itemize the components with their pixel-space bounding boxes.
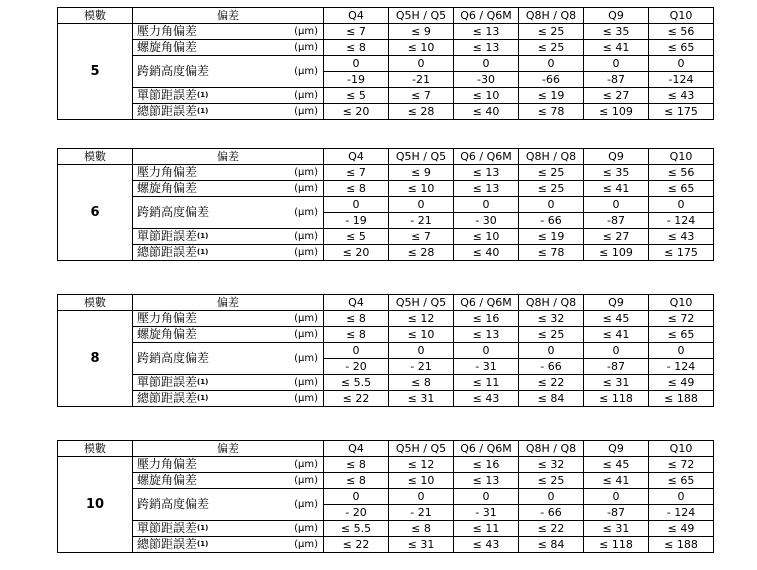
table-row: [58, 375, 714, 391]
module-header: 模數: [58, 149, 133, 165]
table-row: [58, 521, 714, 537]
grade-header: Q10: [649, 295, 714, 311]
deviation-header: 偏差: [133, 149, 324, 165]
row-label-text: 螺旋角偏差: [137, 473, 198, 487]
value-cell: ≤ 41: [584, 40, 649, 56]
unit-label: (μm): [286, 104, 324, 120]
deviation-header: 偏差: [133, 8, 324, 24]
value-cell: ≤ 41: [584, 181, 649, 197]
value-cell: ≤ 175: [649, 104, 714, 120]
unit-label: (μm): [286, 473, 324, 489]
table-row: [58, 327, 714, 343]
unit-label: (μm): [286, 391, 324, 407]
tolerance-table-module-8: [57, 294, 714, 407]
unit-label: (μm): [286, 489, 324, 521]
value-cell: - 21: [389, 213, 454, 229]
grade-header: Q4: [324, 441, 389, 457]
table-row: [58, 181, 714, 197]
value-cell: -19: [324, 72, 389, 88]
grade-header: Q4: [324, 149, 389, 165]
value-cell: ≤ 32: [519, 311, 584, 327]
unit-label: (μm): [286, 88, 324, 104]
row-label-single-pitch: [133, 229, 286, 245]
grade-header: Q10: [649, 149, 714, 165]
value-cell: 0: [324, 197, 389, 213]
value-cell: ≤ 10: [454, 229, 519, 245]
table-row: [58, 56, 714, 72]
value-cell: -124: [649, 72, 714, 88]
value-cell: ≤ 8: [324, 457, 389, 473]
value-cell: ≤ 43: [454, 537, 519, 553]
value-cell: ≤ 78: [519, 245, 584, 261]
value-cell: 0: [519, 489, 584, 505]
value-cell: ≤ 43: [649, 229, 714, 245]
value-cell: ≤ 41: [584, 473, 649, 489]
grade-header: Q10: [649, 8, 714, 24]
footnote-mark: (1): [197, 107, 209, 115]
value-cell: 0: [584, 56, 649, 72]
value-cell: 0: [324, 56, 389, 72]
grade-header: Q4: [324, 8, 389, 24]
row-label-text: 總節距誤差: [137, 537, 198, 551]
value-cell: 0: [389, 489, 454, 505]
value-cell: ≤ 8: [324, 40, 389, 56]
value-cell: ≤ 40: [454, 245, 519, 261]
value-cell: ≤ 10: [389, 40, 454, 56]
unit-label: (μm): [286, 343, 324, 375]
value-cell: 0: [454, 197, 519, 213]
value-cell: ≤ 65: [649, 40, 714, 56]
unit-label: (μm): [286, 165, 324, 181]
table-row: [58, 88, 714, 104]
row-label-text: 螺旋角偏差: [137, 40, 198, 54]
value-cell: ≤ 13: [454, 40, 519, 56]
unit-label: (μm): [286, 521, 324, 537]
value-cell: ≤ 31: [389, 537, 454, 553]
row-label-helix-angle: [133, 327, 286, 343]
value-cell: ≤ 13: [454, 327, 519, 343]
value-cell: ≤ 16: [454, 311, 519, 327]
value-cell: 0: [454, 343, 519, 359]
row-label-text: 跨銷高度偏差: [137, 64, 210, 78]
row-label-pressure-angle: [133, 24, 286, 40]
value-cell: ≤ 41: [584, 327, 649, 343]
value-cell: ≤ 32: [519, 457, 584, 473]
module-header: 模數: [58, 295, 133, 311]
row-label-total-pitch: [133, 104, 286, 120]
value-cell: ≤ 43: [649, 88, 714, 104]
tolerance-table-module-10: [57, 440, 714, 553]
unit-label: (μm): [286, 181, 324, 197]
value-cell: ≤ 7: [389, 88, 454, 104]
value-cell: ≤ 7: [324, 24, 389, 40]
module-header: 模數: [58, 441, 133, 457]
grade-header: Q9: [584, 8, 649, 24]
row-label-text: 單節距誤差: [137, 521, 198, 535]
value-cell: ≤ 7: [324, 165, 389, 181]
grade-header: Q9: [584, 149, 649, 165]
value-cell: ≤ 109: [584, 104, 649, 120]
grade-header: Q5H / Q5: [389, 149, 454, 165]
row-label-text: 總節距誤差: [137, 391, 198, 405]
value-cell: ≤ 35: [584, 165, 649, 181]
footnote-mark: (1): [197, 540, 209, 548]
value-cell: ≤ 56: [649, 165, 714, 181]
unit-label: (μm): [286, 537, 324, 553]
value-cell: ≤ 9: [389, 24, 454, 40]
table-row: [58, 229, 714, 245]
value-cell: ≤ 8: [389, 375, 454, 391]
table-row: [58, 197, 714, 213]
value-cell: - 21: [389, 359, 454, 375]
table-row: [58, 537, 714, 553]
row-label-text: 跨銷高度偏差: [137, 205, 210, 219]
table-header-row: [58, 8, 714, 24]
footnote-mark: (1): [197, 524, 209, 532]
value-cell: ≤ 11: [454, 375, 519, 391]
row-label-helix-angle: [133, 181, 286, 197]
row-label-pressure-angle: [133, 165, 286, 181]
value-cell: ≤ 109: [584, 245, 649, 261]
value-cell: ≤ 27: [584, 88, 649, 104]
value-cell: ≤ 10: [389, 327, 454, 343]
value-cell: ≤ 8: [324, 311, 389, 327]
value-cell: ≤ 118: [584, 391, 649, 407]
value-cell: ≤ 35: [584, 24, 649, 40]
row-label-pressure-angle: [133, 311, 286, 327]
value-cell: 0: [649, 56, 714, 72]
value-cell: ≤ 5.5: [324, 375, 389, 391]
row-label-text: 壓力角偏差: [137, 24, 198, 38]
value-cell: ≤ 25: [519, 24, 584, 40]
grade-header: Q5H / Q5: [389, 441, 454, 457]
value-cell: 0: [584, 343, 649, 359]
value-cell: ≤ 65: [649, 473, 714, 489]
unit-label: (μm): [286, 311, 324, 327]
value-cell: - 19: [324, 213, 389, 229]
grade-header: Q4: [324, 295, 389, 311]
value-cell: - 66: [519, 213, 584, 229]
value-cell: ≤ 22: [324, 537, 389, 553]
table-row: [58, 104, 714, 120]
value-cell: - 31: [454, 359, 519, 375]
grade-header: Q9: [584, 295, 649, 311]
value-cell: ≤ 65: [649, 181, 714, 197]
value-cell: ≤ 45: [584, 457, 649, 473]
value-cell: ≤ 188: [649, 537, 714, 553]
value-cell: ≤ 118: [584, 537, 649, 553]
value-cell: ≤ 43: [454, 391, 519, 407]
grade-header: Q5H / Q5: [389, 295, 454, 311]
value-cell: ≤ 49: [649, 521, 714, 537]
table-header-row: [58, 295, 714, 311]
grade-header: Q6 / Q6M: [454, 441, 519, 457]
table-row: [58, 391, 714, 407]
unit-label: (μm): [286, 56, 324, 88]
value-cell: 0: [584, 197, 649, 213]
value-cell: 0: [649, 343, 714, 359]
value-cell: - 30: [454, 213, 519, 229]
value-cell: 0: [454, 489, 519, 505]
module-value: 8: [58, 311, 133, 407]
value-cell: -87: [584, 72, 649, 88]
deviation-header: 偏差: [133, 441, 324, 457]
value-cell: - 66: [519, 505, 584, 521]
value-cell: 0: [324, 343, 389, 359]
value-cell: 0: [519, 197, 584, 213]
row-label-text: 總節距誤差: [137, 104, 198, 118]
unit-label: (μm): [286, 24, 324, 40]
value-cell: ≤ 5: [324, 229, 389, 245]
value-cell: ≤ 11: [454, 521, 519, 537]
value-cell: ≤ 13: [454, 181, 519, 197]
value-cell: ≤ 8: [389, 521, 454, 537]
value-cell: 0: [649, 197, 714, 213]
row-label-helix-angle: [133, 40, 286, 56]
value-cell: ≤ 10: [389, 473, 454, 489]
grade-header: Q10: [649, 441, 714, 457]
value-cell: ≤ 25: [519, 181, 584, 197]
grade-header: Q8H / Q8: [519, 441, 584, 457]
value-cell: ≤ 12: [389, 311, 454, 327]
row-label-helix-angle: [133, 473, 286, 489]
row-label-text: 壓力角偏差: [137, 457, 198, 471]
value-cell: 0: [389, 343, 454, 359]
value-cell: ≤ 13: [454, 24, 519, 40]
unit-label: (μm): [286, 375, 324, 391]
value-cell: ≤ 20: [324, 245, 389, 261]
value-cell: -87: [584, 359, 649, 375]
row-label-text: 跨銷高度偏差: [137, 497, 210, 511]
value-cell: - 124: [649, 505, 714, 521]
unit-label: (μm): [286, 457, 324, 473]
value-cell: 0: [519, 343, 584, 359]
unit-label: (μm): [286, 327, 324, 343]
value-cell: ≤ 78: [519, 104, 584, 120]
value-cell: ≤ 5.5: [324, 521, 389, 537]
value-cell: ≤ 84: [519, 391, 584, 407]
value-cell: 0: [519, 56, 584, 72]
value-cell: ≤ 22: [519, 375, 584, 391]
row-label-single-pitch: [133, 88, 286, 104]
value-cell: 0: [649, 489, 714, 505]
value-cell: ≤ 31: [584, 521, 649, 537]
value-cell: ≤ 7: [389, 229, 454, 245]
table-row: [58, 489, 714, 505]
tolerance-table-module-5: [57, 7, 714, 120]
value-cell: ≤ 19: [519, 88, 584, 104]
value-cell: -87: [584, 505, 649, 521]
module-value: 5: [58, 24, 133, 120]
row-label-pressure-angle: [133, 457, 286, 473]
row-label-span-height: [133, 197, 286, 229]
table-row: [58, 40, 714, 56]
value-cell: ≤ 84: [519, 537, 584, 553]
value-cell: -30: [454, 72, 519, 88]
value-cell: - 21: [389, 505, 454, 521]
unit-label: (μm): [286, 197, 324, 229]
table-row: [58, 473, 714, 489]
row-label-total-pitch: [133, 391, 286, 407]
footnote-mark: (1): [197, 232, 209, 240]
value-cell: ≤ 56: [649, 24, 714, 40]
table-row: [58, 343, 714, 359]
value-cell: ≤ 13: [454, 165, 519, 181]
row-label-text: 壓力角偏差: [137, 165, 198, 179]
value-cell: 0: [324, 489, 389, 505]
footnote-mark: (1): [197, 378, 209, 386]
table-row: [58, 24, 714, 40]
row-label-text: 單節距誤差: [137, 88, 198, 102]
value-cell: ≤ 22: [519, 521, 584, 537]
row-label-text: 螺旋角偏差: [137, 327, 198, 341]
table-header-row: [58, 149, 714, 165]
unit-label: (μm): [286, 229, 324, 245]
value-cell: ≤ 22: [324, 391, 389, 407]
row-label-text: 螺旋角偏差: [137, 181, 198, 195]
value-cell: ≤ 72: [649, 457, 714, 473]
module-header: 模數: [58, 8, 133, 24]
value-cell: ≤ 12: [389, 457, 454, 473]
row-label-text: 總節距誤差: [137, 245, 198, 259]
row-label-span-height: [133, 56, 286, 88]
grade-header: Q8H / Q8: [519, 295, 584, 311]
value-cell: ≤ 25: [519, 40, 584, 56]
row-label-total-pitch: [133, 537, 286, 553]
table-header-row: [58, 441, 714, 457]
value-cell: ≤ 188: [649, 391, 714, 407]
row-label-span-height: [133, 489, 286, 521]
value-cell: ≤ 25: [519, 327, 584, 343]
tolerance-table-module-6: [57, 148, 714, 261]
value-cell: ≤ 10: [454, 88, 519, 104]
row-label-text: 跨銷高度偏差: [137, 351, 210, 365]
row-label-text: 單節距誤差: [137, 229, 198, 243]
value-cell: ≤ 31: [584, 375, 649, 391]
value-cell: ≤ 5: [324, 88, 389, 104]
value-cell: ≤ 28: [389, 104, 454, 120]
value-cell: ≤ 175: [649, 245, 714, 261]
value-cell: ≤ 27: [584, 229, 649, 245]
value-cell: ≤ 45: [584, 311, 649, 327]
unit-label: (μm): [286, 40, 324, 56]
row-label-span-height: [133, 343, 286, 375]
grade-header: Q5H / Q5: [389, 8, 454, 24]
footnote-mark: (1): [197, 248, 209, 256]
grade-header: Q6 / Q6M: [454, 149, 519, 165]
value-cell: - 124: [649, 359, 714, 375]
grade-header: Q8H / Q8: [519, 8, 584, 24]
row-label-text: 壓力角偏差: [137, 311, 198, 325]
value-cell: ≤ 72: [649, 311, 714, 327]
footnote-mark: (1): [197, 91, 209, 99]
value-cell: -21: [389, 72, 454, 88]
value-cell: - 124: [649, 213, 714, 229]
value-cell: ≤ 8: [324, 181, 389, 197]
value-cell: ≤ 25: [519, 473, 584, 489]
module-value: 10: [58, 457, 133, 553]
table-row: [58, 311, 714, 327]
value-cell: - 66: [519, 359, 584, 375]
row-label-text: 單節距誤差: [137, 375, 198, 389]
value-cell: 0: [389, 197, 454, 213]
value-cell: -66: [519, 72, 584, 88]
deviation-header: 偏差: [133, 295, 324, 311]
unit-label: (μm): [286, 245, 324, 261]
value-cell: 0: [584, 489, 649, 505]
value-cell: ≤ 8: [324, 327, 389, 343]
grade-header: Q8H / Q8: [519, 149, 584, 165]
value-cell: ≤ 31: [389, 391, 454, 407]
value-cell: ≤ 13: [454, 473, 519, 489]
value-cell: ≤ 65: [649, 327, 714, 343]
value-cell: - 20: [324, 359, 389, 375]
grade-header: Q9: [584, 441, 649, 457]
value-cell: 0: [454, 56, 519, 72]
table-row: [58, 165, 714, 181]
value-cell: 0: [389, 56, 454, 72]
value-cell: ≤ 9: [389, 165, 454, 181]
footnote-mark: (1): [197, 394, 209, 402]
value-cell: ≤ 40: [454, 104, 519, 120]
value-cell: -87: [584, 213, 649, 229]
value-cell: ≤ 28: [389, 245, 454, 261]
value-cell: ≤ 19: [519, 229, 584, 245]
value-cell: ≤ 8: [324, 473, 389, 489]
grade-header: Q6 / Q6M: [454, 295, 519, 311]
value-cell: ≤ 10: [389, 181, 454, 197]
value-cell: ≤ 20: [324, 104, 389, 120]
row-label-total-pitch: [133, 245, 286, 261]
table-row: [58, 245, 714, 261]
value-cell: ≤ 25: [519, 165, 584, 181]
value-cell: ≤ 16: [454, 457, 519, 473]
table-row: [58, 457, 714, 473]
row-label-single-pitch: [133, 375, 286, 391]
row-label-single-pitch: [133, 521, 286, 537]
value-cell: ≤ 49: [649, 375, 714, 391]
module-value: 6: [58, 165, 133, 261]
value-cell: - 20: [324, 505, 389, 521]
value-cell: - 31: [454, 505, 519, 521]
grade-header: Q6 / Q6M: [454, 8, 519, 24]
